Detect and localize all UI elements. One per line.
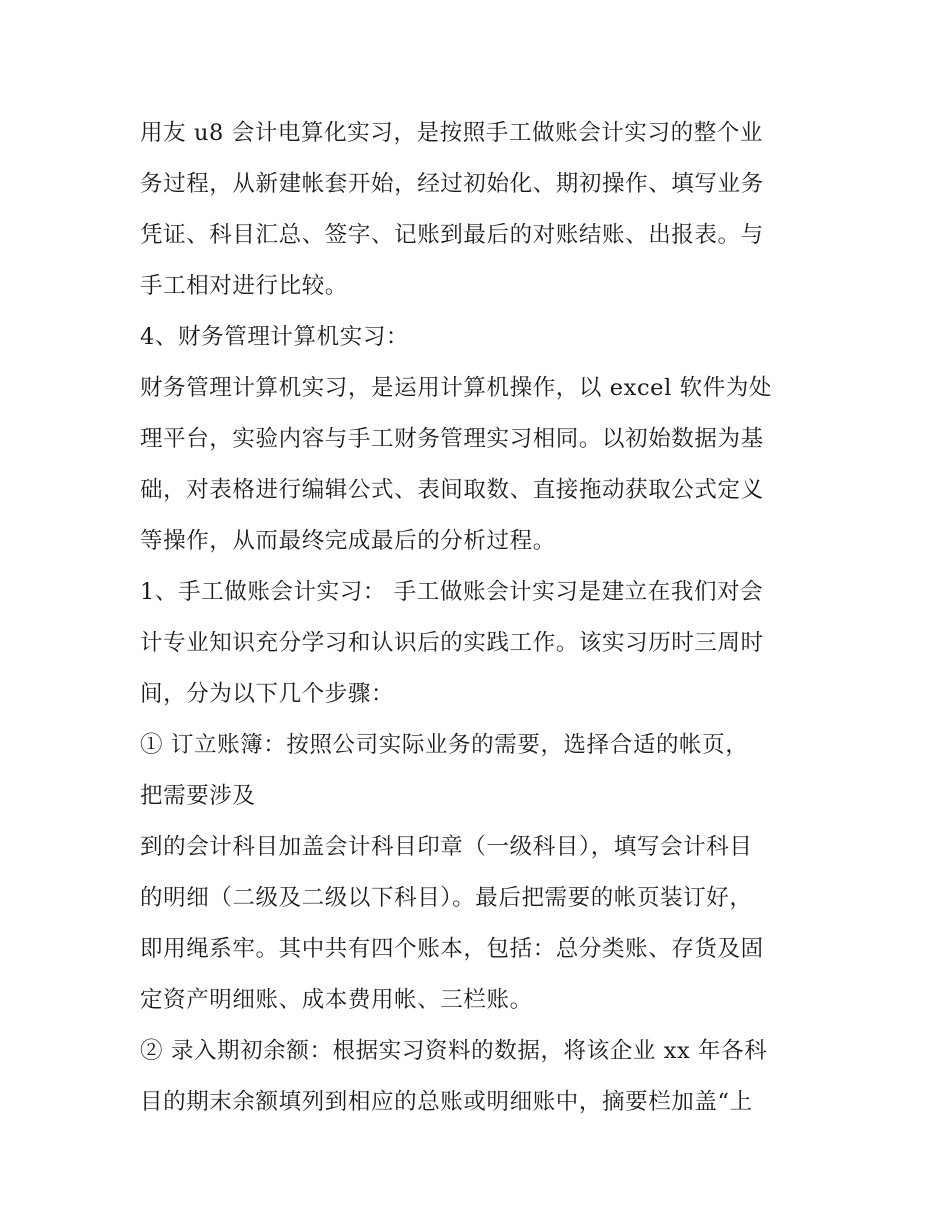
paragraph-line: 把需要涉及 — [140, 783, 256, 809]
paragraph-line: 到的会计科目加盖会计科目印章（一级科目），填写会计科目 — [140, 834, 753, 860]
paragraph-line: 凭证、科目汇总、签字、记账到最后的对账结账、出报表。与 — [140, 222, 764, 248]
section-heading: 4、财务管理计算机实习： — [140, 324, 410, 350]
paragraph-line: 手工相对进行比较。 — [140, 273, 348, 299]
paragraph-line: 用友 u8 会计电算化实习，是按照手工做账会计实习的整个业 — [140, 120, 764, 146]
paragraph-line: 财务管理计算机实习，是运用计算机操作，以 excel 软件为处 — [140, 375, 773, 401]
paragraph-line: 理平台，实验内容与手工财务管理实习相同。以初始数据为基 — [140, 426, 764, 452]
paragraph-line: 间，分为以下几个步骤： — [140, 681, 395, 707]
document-body — [140, 108, 820, 1128]
paragraph-line: 的明细（二级及二级以下科目）。最后把需要的帐页装订好， — [140, 885, 753, 911]
paragraph-line: 定资产明细账、成本费用帐、三栏账。 — [140, 987, 533, 1013]
paragraph-line: 务过程，从新建帐套开始，经过初始化、期初操作、填写业务 — [140, 171, 764, 197]
paragraph-line: 即用绳系牢。其中共有四个账本，包括：总分类账、存货及固 — [140, 936, 764, 962]
step-item: ① 订立账簿：按照公司实际业务的需要，选择合适的帐页， — [140, 732, 749, 758]
step-item: ② 录入期初余额：根据实习资料的数据，将该企业 xx 年各科 — [140, 1038, 768, 1064]
paragraph-line: 计专业知识充分学习和认识后的实践工作。该实习历时三周时 — [140, 630, 764, 656]
section-heading: 1、手工做账会计实习： 手工做账会计实习是建立在我们对会 — [140, 579, 764, 605]
paragraph-line: 等操作，从而最终完成最后的分析过程。 — [140, 528, 556, 554]
paragraph-line: 目的期末余额填列到相应的总账或明细账中，摘要栏加盖“上 — [140, 1089, 753, 1115]
paragraph-line: 础，对表格进行编辑公式、表间取数、直接拖动获取公式定义 — [140, 477, 764, 503]
